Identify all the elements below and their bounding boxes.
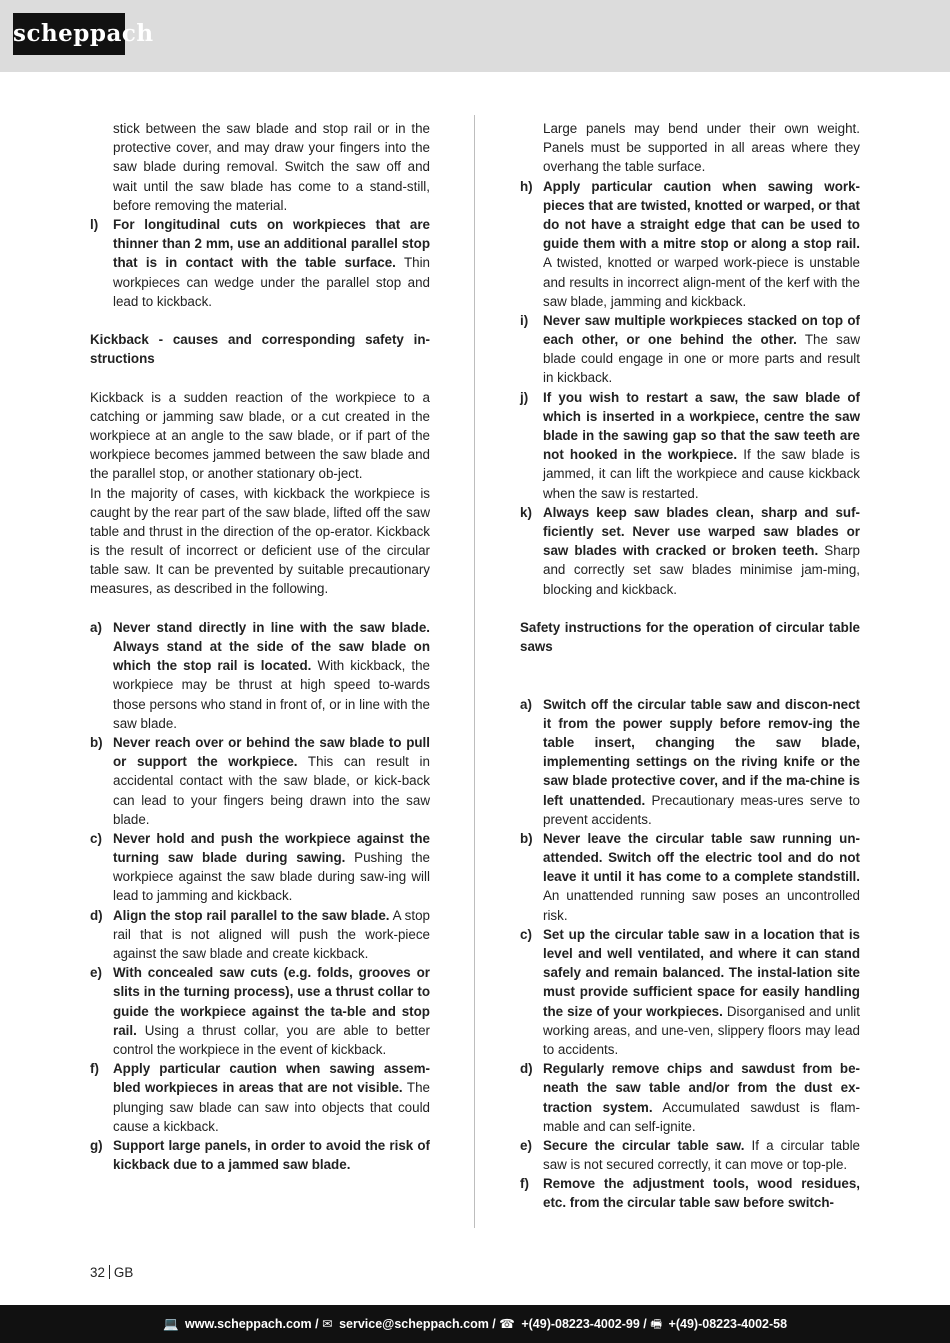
item-text: A stop rail that is not aligned will push the work-piece against the saw blade and create kickback. [113,907,430,962]
item-lead: Set up the circular table saw in a location that is level and well ventilated, and where it can stand safely and remain balanced. The instal-lation site must provide sufficient space for easily handling the size of your workpieces. [543,926,860,1019]
phone-number: +(49)-08223-4002-99 / [521,1317,647,1331]
page-number [90,1265,133,1280]
item-text: If the saw blade is jammed, it can lift the workpiece and cause kickback when the saw is restarted. [543,447,861,501]
fax-icon: 🖷 [650,1317,663,1331]
item-letter: e) [520,1137,532,1153]
operation-heading: Safety instructions for the operation of circular table saws [520,619,860,655]
op-item-b [520,829,860,925]
mail-icon: ✉ [322,1317,333,1331]
continued-text: stick between the saw blade and stop rail or in the protective cover, and may draw your fingers into the saw blade during removal. Switch the saw off and wait until the saw blade has come to a stand-still, before removing the material. [113,121,430,213]
item-text: The plunging saw blade can saw into objects that could cause a kickback. [113,1080,430,1134]
item-letter: k) [520,504,532,520]
item-letter: l) [90,216,99,232]
list-item-g [90,1136,430,1174]
item-text: If a circular table saw is not secured correctly, it can move or top-ple. [543,1137,860,1173]
list-item-j [520,388,860,503]
item-text: An unattended running saw poses an uncontrolled risk. [543,888,860,923]
computer-icon: 💻 [162,1317,179,1331]
item-letter: d) [520,1061,533,1077]
continued-text: Large panels may bend under their own weight. Panels must be supported in all areas where they overhang the table surface. [543,121,860,175]
item-text: Pushing the workpiece against the saw blade during saw-ing will lead to jamming and kickback. [113,850,430,904]
op-item-f [520,1174,860,1212]
item-letter: b) [520,830,533,846]
item-lead: Remove the adjustment tools, wood residues, etc. from the circular table saw before switch- [543,1176,860,1211]
fax-number: +(49)-08223-4002-58 [668,1317,788,1331]
phone-icon: ☎ [499,1317,515,1331]
list-item-e [90,963,430,1059]
list-item-c [90,829,430,906]
kickback-paragraph-2: In the majority of cases, with kickback the workpiece is caught by the rear part of the saw blade, lifted off the saw table and thrust in the direction of the op-erator. Kickback is the result of incorrect or deficient use of the circular table saw. It can be prevented by suitable precautionary measures, as described in the following. [90,485,430,597]
item-text: Precautionary meas-ures serve to prevent accidents. [543,792,860,827]
op-item-e [520,1136,860,1174]
item-lead: Always keep saw blades clean, sharp and suf-ficiently set. Never use warped saw blades or saw blades with cracked or broken teeth. [543,504,860,559]
page-header [0,0,950,72]
item-letter: d) [90,907,103,923]
item-text: Sharp and correctly set saw blades minimise jam-ming, blocking and kickback. [543,543,861,597]
list-item-a [90,618,430,733]
right-column [520,119,860,1213]
item-text: With kickback, the workpiece may be thrust at high speed to-wards those persons who stand in front of, or in line with the saw blade. [113,658,431,731]
item-lead: If you wish to restart a saw, the saw blade of which is inserted in a workpiece, centre the saw blade in the sawing gap so that the saw teeth are not hooked in the workpiece. [543,389,860,463]
language-code: GB [113,1265,134,1280]
item-text: Using a thrust collar, you are able to better control the workpiece in the event of kickback. [113,1022,430,1057]
email-link[interactable]: service@scheppach.com / [339,1317,496,1331]
page-number-value: 32 [90,1265,105,1280]
item-text: Disorganised and unlit working areas, and une-ven, slippery floors may lead to accidents. [543,1003,860,1057]
list-item-l [90,215,430,311]
item-lead: Never stand directly in line with the saw blade. Always stand at the side of the saw blade on which the stop rail is located. [113,619,430,674]
item-text: Thin workpieces can wedge under the parallel stop and lead to kickback. [113,255,431,309]
item-lead: Secure the circular table saw. [543,1137,745,1153]
list-item-b [90,733,430,829]
kickback-paragraph-1: Kickback is a sudden reaction of the workpiece to a catching or jamming saw blade, or a cut created in the workpiece at an angle to the saw blade, or if part of the workpiece becomes jammed between the saw blade and the parallel stop, or another stationary ob-ject. [90,389,430,482]
item-letter: i) [520,312,529,328]
column-divider [474,115,475,1228]
item-letter: e) [90,965,102,981]
item-lead: Never saw multiple workpieces stacked on top of each other, or one behind the other. [543,312,860,348]
list-item-i [520,311,860,388]
contact-footer [0,1305,950,1343]
item-lead: With concealed saw cuts (e.g. folds, grooves or slits in the turning process), use a thrust collar to guide the workpiece against the ta-ble and stop rail. [113,965,430,1038]
item-text: The saw blade could engage in one or more parts and result in kickback. [543,332,860,386]
item-letter: g) [90,1137,103,1153]
op-item-c [520,925,860,1059]
item-letter: b) [90,734,103,750]
item-lead: Never leave the circular table saw running un-attended. Switch off the electric tool and do not leave it until it has come to a complete standstill. [543,830,860,885]
item-letter: f) [520,1176,529,1192]
item-text: A twisted, knotted or warped work-piece is unstable and results in incorrect align-ment of the kerf with the saw blade, jamming and kickback. [543,255,860,309]
item-letter: a) [520,696,532,712]
item-lead: For longitudinal cuts on workpieces that are thinner than 2 mm, use an additional parallel stop that is in contact with the table surface. [113,216,430,271]
left-column [90,119,430,1174]
kickback-heading: Kickback - causes and corresponding safety in-structions [90,332,430,367]
item-letter: j) [520,389,529,405]
item-text: This can result in accidental contact with the saw blade, or kick-back can lead to your fingers being drawn into the saw blade. [113,754,430,827]
item-lead: Never reach over or behind the saw blade to pull or support the workpiece. [113,734,430,770]
item-lead: Switch off the circular table saw and discon-nect it from the power supply before remov-ing the table insert, changing the saw blade, implementing settings on the riving knife or the saw blade protective cover, and if the ma-chine is left unattended. [543,696,860,808]
item-letter: c) [90,830,102,846]
page-number-separator [109,1265,110,1279]
website-link[interactable]: www.scheppach.com / [185,1317,319,1331]
item-lead: Regularly remove chips and sawdust from be-neath the saw table and/or from the dust ex-traction system. [543,1061,860,1115]
item-lead: Apply particular caution when sawing work-pieces that are twisted, knotted or warped, or that do not have a straight edge that can be used to guide them with a mitre stop or along a stop rail. [543,178,860,252]
item-text: Accumulated sawdust is flam-mable and can self-ignite. [543,1099,860,1134]
item-letter: h) [520,178,533,194]
list-item-d [90,906,430,964]
list-item-h [520,177,860,311]
item-lead: Apply particular caution when sawing assem-bled workpieces in areas that are not visible. [113,1061,430,1096]
item-lead: Never hold and push the workpiece against the turning saw blade during sawing. [113,830,430,866]
item-letter: c) [520,926,532,942]
list-item-f [90,1059,430,1136]
op-item-a [520,695,860,829]
item-lead: Support large panels, in order to avoid the risk of kickback due to a jammed saw blade. [113,1137,430,1173]
item-letter: a) [90,619,102,635]
list-item-k [520,503,860,599]
item-lead: Align the stop rail parallel to the saw blade. [113,907,390,923]
op-item-d [520,1059,860,1136]
scheppach-logo: scheppach [13,13,125,55]
item-letter: f) [90,1061,99,1077]
